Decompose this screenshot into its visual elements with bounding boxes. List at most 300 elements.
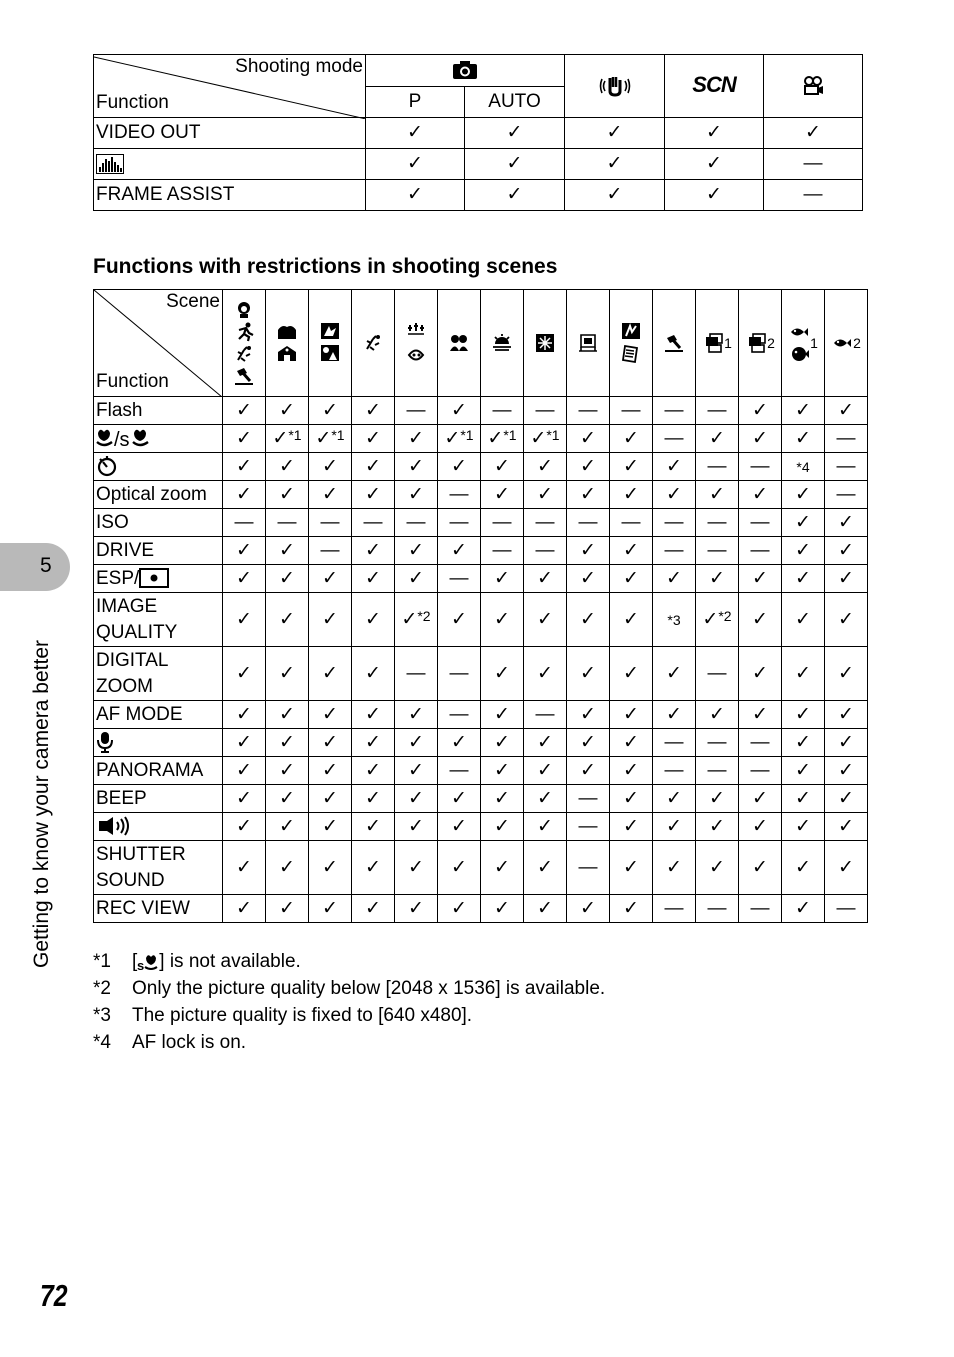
table-cell: ✓ <box>696 565 739 593</box>
table-cell: ✓ <box>782 813 825 841</box>
underwater-1-icon <box>788 344 810 364</box>
table-cell: ✓ <box>395 757 438 785</box>
table-cell: ✓ <box>266 593 309 647</box>
table-row <box>94 481 868 509</box>
table-cell: ✓ <box>782 537 825 565</box>
table-cell: ✓ <box>825 813 868 841</box>
table-cell: — <box>739 453 782 481</box>
table-cell: ✓ <box>309 593 352 647</box>
table-cell: ✓ <box>739 397 782 425</box>
table-cell: ✓ <box>438 593 481 647</box>
table-cell: ✓ <box>524 729 567 757</box>
table-cell: ✓ <box>610 453 653 481</box>
table-cell: ✓ <box>610 841 653 895</box>
table-cell: ✓ <box>352 647 395 701</box>
table-cell: ✓ <box>266 647 309 701</box>
table-cell: *3 <box>653 593 696 647</box>
table-cell: ✓ <box>739 841 782 895</box>
night-scene-icons <box>319 344 341 364</box>
table-cell: — <box>524 537 567 565</box>
table-cell: ✓ <box>782 593 825 647</box>
table-cell: ✓ <box>739 425 782 453</box>
table-cell: ✓ <box>782 481 825 509</box>
table-cell: ✓$^{*1}$ <box>438 425 481 453</box>
table-cell: ✓ <box>782 397 825 425</box>
table-cell: ✓ <box>223 647 266 701</box>
table-cell: ✓$^{*1}$ <box>266 425 309 453</box>
table-cell: — <box>438 647 481 701</box>
table-cell: ✓ <box>395 895 438 923</box>
table-cell: ✓ <box>782 729 825 757</box>
table-cell: ✓ <box>653 701 696 729</box>
table-cell: ✓ <box>696 701 739 729</box>
table-cell: — <box>653 509 696 537</box>
table-cell: ✓ <box>481 841 524 895</box>
table-cell: ✓ <box>481 701 524 729</box>
function-label: AF MODE <box>94 701 223 729</box>
table-cell: ✓ <box>395 841 438 895</box>
table-cell: ✓ <box>739 593 782 647</box>
table-cell: ✓ <box>223 701 266 729</box>
table-cell: ✓ <box>309 841 352 895</box>
footnote: *2 Only the picture quality below [2048 x 1536] is available. <box>93 978 606 999</box>
fireworks-burst-icon <box>534 333 556 353</box>
table-cell: ✓ <box>395 565 438 593</box>
table-row <box>94 729 868 757</box>
table-cell: ✓ <box>395 729 438 757</box>
table-cell: ✓ <box>610 565 653 593</box>
table-cell: ✓ <box>266 537 309 565</box>
function-label: IMAGE QUALITY <box>94 593 223 647</box>
table-cell: — <box>739 895 782 923</box>
table-cell: ✓ <box>825 397 868 425</box>
table-cell: — <box>352 509 395 537</box>
table-cell: ✓ <box>352 425 395 453</box>
p-mode-header: P <box>366 86 465 118</box>
table-cell: ✓ <box>352 481 395 509</box>
table-cell: — <box>610 509 653 537</box>
table-cell: ✓ <box>438 537 481 565</box>
table-cell: — <box>567 397 610 425</box>
table-cell: ✓ <box>665 180 764 211</box>
table-cell: ✓ <box>309 757 352 785</box>
scene-restrictions-table <box>93 289 868 923</box>
table-cell: ✓ <box>395 453 438 481</box>
scene-header <box>567 290 610 397</box>
table-cell: — <box>309 509 352 537</box>
table-cell: ✓ <box>567 425 610 453</box>
table-cell: ✓ <box>739 701 782 729</box>
table-cell: ✓ <box>395 425 438 453</box>
function-label: SHUTTER SOUND <box>94 841 223 895</box>
chapter-number: 5 <box>40 554 52 577</box>
table-cell: ✓ <box>223 757 266 785</box>
table-cell: ✓ <box>653 647 696 701</box>
table-cell: — <box>696 647 739 701</box>
shoot-select-1-icon <box>702 333 724 353</box>
table-cell: ✓ <box>610 593 653 647</box>
table-cell: ✓ <box>524 647 567 701</box>
table-cell: ✓ <box>465 118 565 149</box>
table-cell: ✓ <box>266 397 309 425</box>
scene-sub-number: 1 <box>810 335 818 352</box>
function-label: REC VIEW <box>94 895 223 923</box>
table-cell: ✓ <box>223 593 266 647</box>
table-row <box>94 757 868 785</box>
table-cell: — <box>696 509 739 537</box>
table-row <box>94 785 868 813</box>
table-cell: ✓ <box>567 895 610 923</box>
table-cell: ✓ <box>309 397 352 425</box>
table-row <box>94 453 868 481</box>
table-cell: ✓ <box>366 149 465 180</box>
movie-camera-icon <box>802 76 824 96</box>
table-cell: ✓ <box>266 701 309 729</box>
function-label: Flash <box>94 397 223 425</box>
scene-header <box>266 290 309 397</box>
table-cell: ✓ <box>610 895 653 923</box>
table-cell: ✓ <box>395 813 438 841</box>
table-cell: ✓ <box>481 813 524 841</box>
table-row <box>94 647 868 701</box>
table-cell: ✓ <box>739 565 782 593</box>
table-cell: ✓ <box>825 537 868 565</box>
table-cell: ✓ <box>764 118 863 149</box>
table-cell: ✓ <box>610 757 653 785</box>
table-cell: ✓ <box>825 647 868 701</box>
table-cell: ✓ <box>223 481 266 509</box>
table-cell: ✓ <box>352 841 395 895</box>
scene-header <box>395 290 438 397</box>
histogram-icon <box>96 154 124 174</box>
table-cell: — <box>438 701 481 729</box>
table-cell: ✓ <box>653 565 696 593</box>
table-cell: *4 <box>782 453 825 481</box>
table-cell: — <box>764 180 863 211</box>
table-cell: — <box>610 397 653 425</box>
table-cell: ✓ <box>610 785 653 813</box>
table-cell: ✓ <box>825 841 868 895</box>
table-cell: — <box>524 397 567 425</box>
table-cell: ✓ <box>395 785 438 813</box>
table-cell: ✓ <box>825 729 868 757</box>
table-row <box>94 537 868 565</box>
table-cell: ✓ <box>610 537 653 565</box>
table-cell: — <box>696 757 739 785</box>
table-cell: — <box>481 537 524 565</box>
macro-supermacro-icon <box>96 427 150 449</box>
table-cell: ✓ <box>266 481 309 509</box>
table-cell: ✓ <box>481 565 524 593</box>
section-heading: Functions with restrictions in shooting scenes <box>93 255 558 278</box>
footnote-1-text: [ s ] is not available. <box>132 951 301 972</box>
svg-text:/s: /s <box>114 429 130 450</box>
scene-sub-number: 2 <box>853 335 861 352</box>
table-cell: ✓ <box>481 757 524 785</box>
auto-mode-header: AUTO <box>465 86 565 118</box>
table-cell: ✓ <box>524 565 567 593</box>
scene-header <box>653 290 696 397</box>
function-label <box>94 453 223 481</box>
scene-header <box>782 290 825 397</box>
table-cell: ✓ <box>352 453 395 481</box>
table-cell: ✓ <box>653 785 696 813</box>
function-label <box>94 425 223 453</box>
table-cell: ✓ <box>565 118 665 149</box>
scene-header <box>481 290 524 397</box>
table-cell: — <box>696 729 739 757</box>
table-cell: ✓ <box>567 729 610 757</box>
table-cell: — <box>567 509 610 537</box>
function-label: Optical zoom <box>94 481 223 509</box>
anti-shake-header <box>565 55 665 118</box>
table-cell: ✓ <box>610 729 653 757</box>
table-cell: ✓ <box>567 593 610 647</box>
auction-icon <box>663 333 685 353</box>
table-cell: ✓ <box>223 397 266 425</box>
function-label: ESP/ <box>94 565 223 593</box>
spot-metering-icon <box>139 568 169 588</box>
table-cell: ✓ <box>223 895 266 923</box>
table-cell: — <box>223 509 266 537</box>
table-cell: — <box>438 509 481 537</box>
table-cell: — <box>653 895 696 923</box>
table-cell: ✓ <box>223 565 266 593</box>
shooting-mode-table <box>93 54 863 211</box>
table-row <box>94 701 868 729</box>
table-row <box>94 425 868 453</box>
table-cell: ✓ <box>825 509 868 537</box>
corner-shooting-mode: Shooting mode <box>235 56 363 77</box>
table-cell: — <box>653 729 696 757</box>
table-cell: ✓ <box>825 565 868 593</box>
table-cell: — <box>567 841 610 895</box>
table-cell: ✓ <box>481 785 524 813</box>
table-cell: ✓ <box>309 785 352 813</box>
table-cell: ✓ <box>739 481 782 509</box>
table-cell: ✓ <box>352 537 395 565</box>
table-cell: — <box>825 895 868 923</box>
scene-header <box>223 290 266 397</box>
table-cell: ✓ <box>266 841 309 895</box>
table-cell: ✓ <box>266 895 309 923</box>
table-cell: ✓ <box>782 701 825 729</box>
table-cell: ✓ <box>366 180 465 211</box>
table-cell: ✓ <box>825 701 868 729</box>
table-cell: ✓ <box>696 481 739 509</box>
anti-shake-hand-icon <box>599 75 631 97</box>
self-timer-icon <box>96 455 118 477</box>
svg-text:s: s <box>137 957 145 972</box>
corner-scene: Scene <box>166 291 220 312</box>
scene-sub-number: 1 <box>724 335 732 352</box>
table-cell: ✓ <box>352 701 395 729</box>
table-row <box>94 813 868 841</box>
table-cell: ✓ <box>524 785 567 813</box>
table-cell: ✓ <box>567 757 610 785</box>
table-cell: ✓ <box>524 481 567 509</box>
function-label <box>94 729 223 757</box>
table-cell: ✓ <box>665 149 764 180</box>
table-cell: ✓ <box>696 841 739 895</box>
table-cell: ✓ <box>481 453 524 481</box>
scene-header <box>825 290 868 397</box>
table-cell: — <box>653 397 696 425</box>
table-cell: ✓ <box>524 813 567 841</box>
movie-header <box>764 55 863 118</box>
table-cell: ✓ <box>309 453 352 481</box>
corner-function: Function <box>96 371 169 392</box>
table-cell: ✓ <box>352 593 395 647</box>
fireworks-icons <box>405 344 427 364</box>
table-cell: ✓ <box>223 841 266 895</box>
shoot-select-2-icon <box>745 333 767 353</box>
table-cell: — <box>653 425 696 453</box>
table-cell: ✓ <box>266 453 309 481</box>
table-cell: ✓ <box>309 647 352 701</box>
table-cell: ✓ <box>223 425 266 453</box>
function-label: VIDEO OUT <box>94 118 366 149</box>
table-cell: ✓ <box>309 895 352 923</box>
table1-corner <box>94 55 366 118</box>
table-cell: ✓ <box>653 841 696 895</box>
footnote: *3 The picture quality is fixed to [640 x480]. <box>93 1005 473 1026</box>
table-cell: ✓ <box>438 729 481 757</box>
table-cell: ✓ <box>524 593 567 647</box>
table-cell: ✓ <box>395 701 438 729</box>
table-cell: — <box>825 481 868 509</box>
table-cell: ✓ <box>395 481 438 509</box>
table-cell: ✓ <box>395 537 438 565</box>
corner-function: Function <box>96 92 169 113</box>
table-cell: ✓ <box>309 729 352 757</box>
table-cell: ✓ <box>653 813 696 841</box>
table-cell: ✓ <box>352 729 395 757</box>
underwater-2-icon <box>831 333 853 353</box>
table-cell: ✓ <box>481 593 524 647</box>
table-cell: ✓ <box>266 785 309 813</box>
table-cell: — <box>438 757 481 785</box>
camera-mode-header <box>366 55 565 87</box>
table-cell: ✓ <box>352 565 395 593</box>
table-cell: ✓ <box>782 895 825 923</box>
table-cell: — <box>739 537 782 565</box>
fireworks-icons <box>405 322 427 342</box>
table-cell: ✓ <box>567 565 610 593</box>
function-label: DRIVE <box>94 537 223 565</box>
table2-corner <box>94 290 223 397</box>
portrait-landscape-portrait-sport-indoor-cuisine-icons <box>233 344 255 364</box>
table-cell: ✓ <box>825 757 868 785</box>
table-cell: ✓ <box>739 647 782 701</box>
table-cell: — <box>309 537 352 565</box>
night-scene-icons <box>319 322 341 342</box>
table-cell: — <box>739 509 782 537</box>
table-cell: ✓ <box>266 813 309 841</box>
portrait-landscape-portrait-sport-indoor-cuisine-icons <box>233 322 255 342</box>
scn-label: SCN <box>692 72 736 97</box>
speaker-volume-icon <box>96 815 130 837</box>
table-cell: — <box>567 785 610 813</box>
table-cell: ✓ <box>610 481 653 509</box>
table-cell: ✓$^{*1}$ <box>524 425 567 453</box>
table-cell: ✓ <box>653 481 696 509</box>
function-label: PANORAMA <box>94 757 223 785</box>
function-label: DIGITAL ZOOM <box>94 647 223 701</box>
table-cell: ✓ <box>481 895 524 923</box>
table-cell: ✓ <box>610 813 653 841</box>
table-cell: ✓$^{*1}$ <box>309 425 352 453</box>
table-cell: ✓ <box>438 785 481 813</box>
table-cell: ✓ <box>309 481 352 509</box>
table-cell: ✓ <box>739 813 782 841</box>
function-label: ISO <box>94 509 223 537</box>
table-cell: ✓ <box>565 149 665 180</box>
table-cell: — <box>567 813 610 841</box>
sunset-icon <box>491 333 513 353</box>
table-cell: ✓ <box>696 785 739 813</box>
landscape-icons <box>276 322 298 342</box>
scene-header <box>739 290 782 397</box>
table-cell: — <box>653 537 696 565</box>
table-cell: — <box>438 481 481 509</box>
camera-icon <box>452 60 478 80</box>
table-cell: ✓ <box>567 481 610 509</box>
scene-header <box>610 290 653 397</box>
table-cell: ✓ <box>653 453 696 481</box>
table-cell: ✓ <box>223 537 266 565</box>
table-cell: ✓ <box>309 701 352 729</box>
table-row <box>94 149 863 180</box>
table-cell: — <box>395 647 438 701</box>
table-cell: ✓ <box>481 729 524 757</box>
table-cell: ✓ <box>610 647 653 701</box>
table-cell: ✓ <box>565 180 665 211</box>
table-cell: ✓ <box>352 397 395 425</box>
table-cell: ✓$^{*2}$ <box>696 593 739 647</box>
table-cell: ✓ <box>438 895 481 923</box>
table-cell: ✓ <box>567 647 610 701</box>
scene-sub-number: 2 <box>767 335 775 352</box>
table-cell: ✓ <box>610 701 653 729</box>
table-cell: — <box>764 149 863 180</box>
table-cell: ✓ <box>438 841 481 895</box>
table-cell: — <box>696 453 739 481</box>
table-row <box>94 509 868 537</box>
table-cell: ✓ <box>782 757 825 785</box>
table-cell: ✓ <box>352 757 395 785</box>
table-cell: ✓ <box>696 425 739 453</box>
two-people-icon <box>448 333 470 353</box>
table-cell: ✓ <box>782 841 825 895</box>
function-label: BEEP <box>94 785 223 813</box>
portrait-landscape-portrait-sport-indoor-cuisine-icons <box>233 366 255 386</box>
table-cell: — <box>825 453 868 481</box>
table-cell: — <box>481 397 524 425</box>
table-cell: — <box>739 757 782 785</box>
table-cell: ✓ <box>366 118 465 149</box>
table-cell: — <box>524 701 567 729</box>
table-cell: ✓ <box>223 729 266 757</box>
footnotes <box>93 948 605 1056</box>
table-cell: ✓ <box>567 701 610 729</box>
table-cell: ✓ <box>524 841 567 895</box>
table-cell: ✓ <box>481 481 524 509</box>
microphone-icon <box>96 731 114 753</box>
table-cell: ✓ <box>782 509 825 537</box>
table-row <box>94 118 863 149</box>
table-cell: ✓ <box>567 537 610 565</box>
